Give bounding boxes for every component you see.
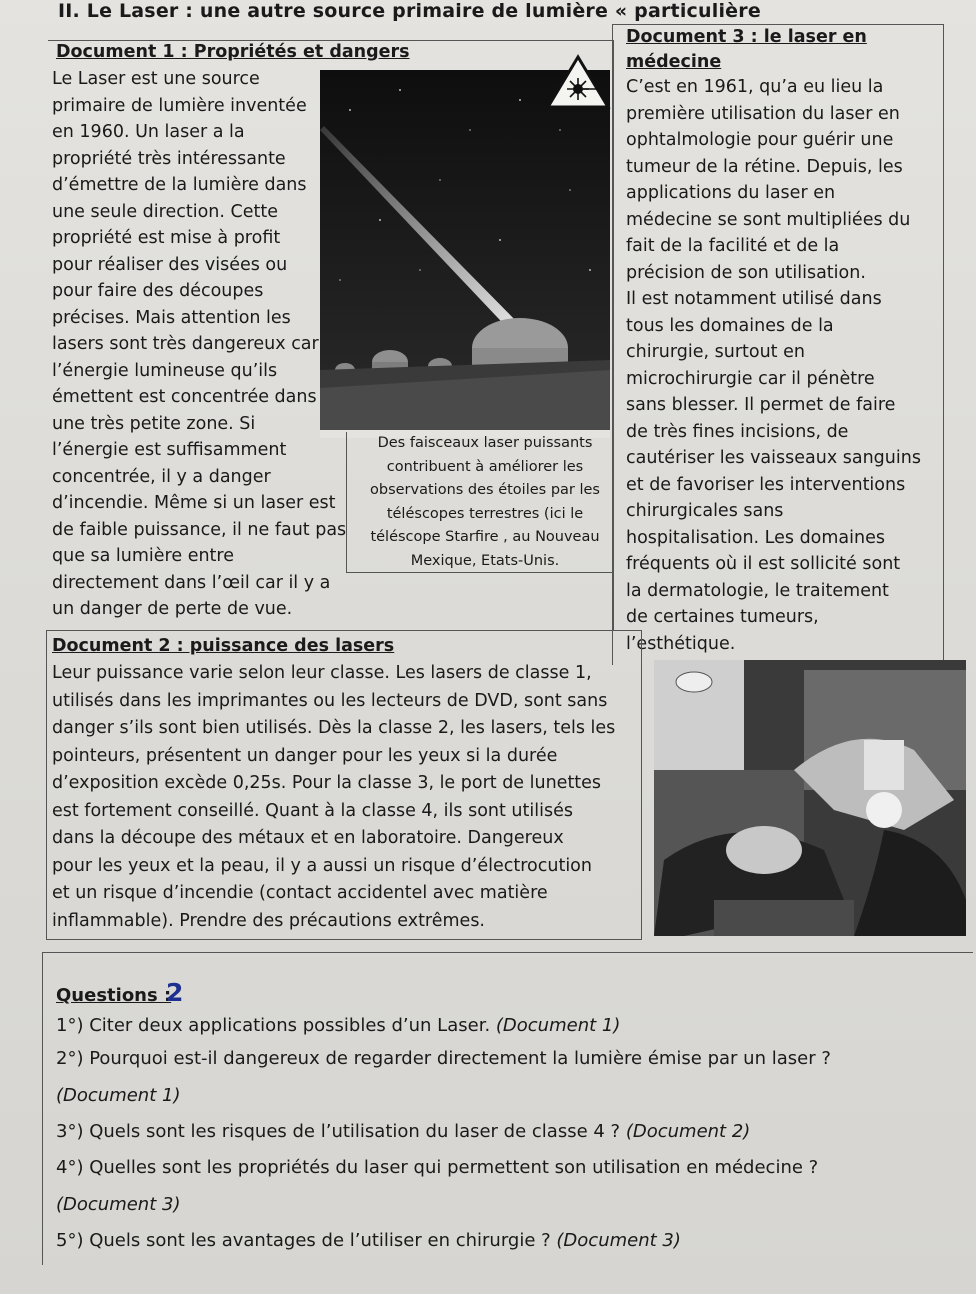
doc1-line: émettent est concentrée dans xyxy=(52,387,317,407)
document-1-text xyxy=(52,66,352,437)
doc2-line: pour les yeux et la peau, il y a aussi un risque d’électrocution xyxy=(52,855,592,876)
question-4 xyxy=(56,1157,818,1178)
question-source: (Document 3) xyxy=(556,1230,681,1251)
doc1-line: précises. Mais attention les xyxy=(52,307,291,328)
laser-surgery-photo xyxy=(654,660,966,936)
doc3-line: cautériser les vaisseaux sanguins xyxy=(626,448,921,468)
doc3-line: sans blesser. Il permet de faire xyxy=(626,395,896,415)
doc3-line: applications du laser en xyxy=(626,183,836,203)
doc3-line: chirurgie, surtout en xyxy=(626,342,805,362)
caption-line: téléscope Starfire , au Nouveau xyxy=(370,529,600,545)
doc2-line: danger s’ils sont bien utilisés. Dès la classe 2, les lasers, tels les xyxy=(52,718,616,738)
doc3-line: chirurgicales sans xyxy=(626,501,784,521)
question-5 xyxy=(56,1230,681,1251)
doc2-line: est fortement conseillé. Quant à la classe 4, ils sont utilisés xyxy=(52,800,573,821)
doc3-line: ophtalmologie pour guérir une xyxy=(626,130,894,150)
caption-line: Des faisceaux laser puissants xyxy=(377,435,593,451)
caption-line: Mexique, Etats-Unis. xyxy=(410,552,560,569)
question-number: 5°) xyxy=(56,1230,84,1251)
document-2-heading: Document 2 : puissance des lasers xyxy=(52,636,395,656)
question-text: Quels sont les avantages de l’utiliser en chirurgie ? xyxy=(83,1230,557,1251)
doc1-line: concentrée, il y a danger xyxy=(52,466,271,487)
doc1-line: pour réaliser des visées ou xyxy=(52,254,288,275)
question-text: Pourquoi est-il dangereux de regarder directement la lumière émise par un laser ? xyxy=(83,1048,831,1069)
question-text: Quelles sont les propriétés du laser qui permettent son utilisation en médecine ? xyxy=(83,1157,819,1178)
doc3-line: et de favoriser les interventions xyxy=(626,474,906,495)
question-1 xyxy=(56,1015,620,1036)
doc2-line: et un risque d’incendie (contact accidentel avec matière xyxy=(52,883,548,903)
doc3-line: fréquents où il est sollicité sont xyxy=(626,554,901,574)
laser-warning-icon xyxy=(545,54,611,110)
doc1-line: d’incendie. Même si un laser est xyxy=(52,493,336,513)
doc1-line: primaire de lumière inventée xyxy=(52,95,307,116)
doc3-line: microchirurgie car il pénètre xyxy=(626,368,875,389)
doc1-line: un danger de perte de vue. xyxy=(52,599,293,619)
document-3-heading: Document 3 : le laser en xyxy=(626,27,867,47)
doc3-line: de très fines incisions, de xyxy=(626,421,849,442)
document-1-heading: Document 1 : Propriétés et dangers xyxy=(56,42,410,62)
question-number: 4°) xyxy=(56,1157,84,1178)
doc3-line: hospitalisation. Les domaines xyxy=(626,527,885,548)
doc1-line: une seule direction. Cette xyxy=(52,201,278,222)
question-number: 3°) xyxy=(56,1121,84,1142)
question-4-source xyxy=(56,1194,180,1215)
doc2-line: d’exposition excède 0,25s. Pour la classe 3, le port de lunettes xyxy=(52,773,602,793)
caption-line: téléscopes terrestres (ici le xyxy=(386,505,584,522)
document-3-text xyxy=(626,24,956,657)
doc2-line: Leur puissance varie selon leur classe. Les lasers de classe 1, xyxy=(52,663,592,683)
doc1-line: de faible puissance, il ne faut pas xyxy=(52,519,347,540)
question-source: (Document 1) xyxy=(495,1015,621,1036)
doc1-line: Le Laser est une source xyxy=(52,69,260,89)
doc3-line: de certaines tumeurs, xyxy=(626,607,819,627)
doc1-line: propriété est mise à profit xyxy=(52,228,281,248)
surgery-illustration xyxy=(654,660,966,936)
doc1-line: l’énergie lumineuse qu’ils xyxy=(52,360,278,381)
telescope-laser-illustration xyxy=(320,70,610,438)
doc3-line: tous les domaines de la xyxy=(626,315,834,336)
doc3-line: tumeur de la rétine. Depuis, les xyxy=(626,156,903,177)
document-2-text xyxy=(52,632,642,935)
doc3-line: C’est en 1961, qu’a eu lieu la xyxy=(626,77,884,97)
question-source: (Document 1) xyxy=(56,1085,181,1106)
question-2 xyxy=(56,1048,831,1069)
doc3-line: l’esthétique. xyxy=(626,633,736,654)
doc1-line: propriété très intéressante xyxy=(52,148,286,169)
doc1-line: d’émettre de la lumière dans xyxy=(52,175,307,195)
doc2-line: inflammable). Prendre des précautions extrêmes. xyxy=(52,910,485,931)
doc3-line: médecine se sont multipliées du xyxy=(626,209,911,230)
question-3 xyxy=(56,1121,750,1142)
question-number: 2°) xyxy=(56,1048,84,1069)
doc3-line: précision de son utilisation. xyxy=(626,262,866,283)
questions-heading: Questions : xyxy=(56,985,172,1006)
doc2-line: utilisés dans les imprimantes ou les lecteurs de DVD, sont sans xyxy=(52,690,608,711)
doc3-line: Il est notamment utilisé dans xyxy=(626,289,882,309)
telescope-laser-photo xyxy=(320,70,610,438)
section-title: II. Le Laser : une autre source primaire de lumière « particulière xyxy=(58,0,761,22)
doc1-line: que sa lumière entre xyxy=(52,546,234,566)
doc1-line: en 1960. Un laser a la xyxy=(52,122,245,142)
question-source: (Document 3) xyxy=(56,1194,181,1215)
document-1-text-continued xyxy=(52,437,612,623)
question-text: Quels sont les risques de l’utilisation du laser de classe 4 ? xyxy=(83,1121,626,1142)
question-number: 1°) xyxy=(56,1015,84,1036)
doc1-line: pour faire des découpes xyxy=(52,281,264,301)
doc1-line: lasers sont très dangereux car xyxy=(52,334,319,354)
doc3-line: première utilisation du laser en xyxy=(626,103,900,124)
doc1-line: l’énergie est suffisamment xyxy=(52,440,287,460)
document-3-heading-cont: médecine xyxy=(626,52,722,72)
doc3-line: la dermatologie, le traitement xyxy=(626,580,889,601)
caption-line: contribuent à améliorer les xyxy=(386,458,584,475)
caption-line: observations des étoiles par les xyxy=(370,482,600,498)
question-2-source xyxy=(56,1085,180,1106)
handwritten-score: 2 xyxy=(166,978,184,1007)
doc1-line: une très petite zone. Si xyxy=(52,413,256,434)
question-source: (Document 2) xyxy=(625,1121,751,1142)
doc2-line: pointeurs, présentent un danger pour les yeux si la durée xyxy=(52,745,558,766)
question-text: Citer deux applications possibles d’un Laser. xyxy=(83,1015,496,1036)
doc1-line: directement dans l’œil car il y a xyxy=(52,572,331,593)
doc3-line: fait de la facilité et de la xyxy=(626,236,840,256)
doc2-line: dans la découpe des métaux et en laboratoire. Dangereux xyxy=(52,828,564,848)
